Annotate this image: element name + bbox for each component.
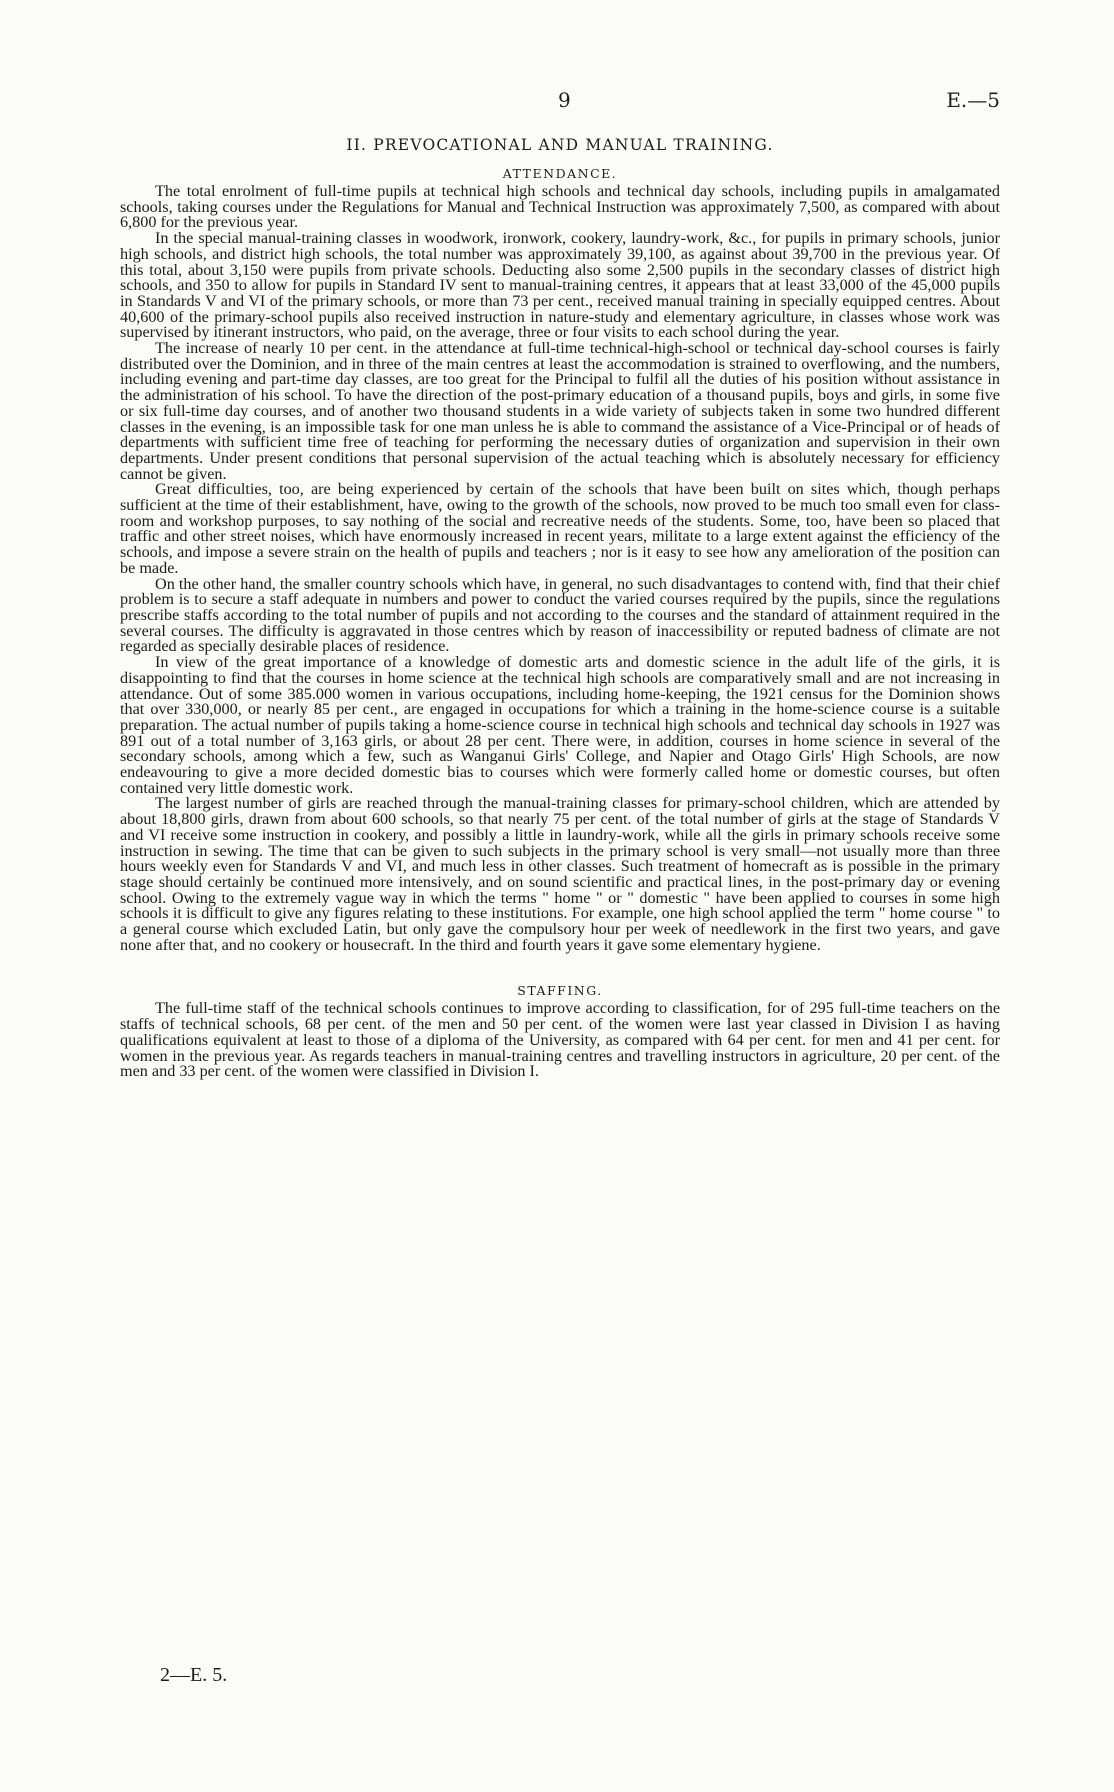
section-title: II. PREVOCATIONAL AND MANUAL TRAINING. bbox=[346, 136, 774, 154]
attendance-paragraph-6: In view of the great importance of a knowledge of domestic arts and domestic science in the adult life of the girls, it is disappointing to find that the courses in home science at the technical high schools are comparatively small and are not increasing in attendance. Out of some 385.000 women in various occupations, including home-keeping, the 1921 census for the Dominion shows that over 330,000, or nearly 85 per cent., are engaged in occupations for which a training in the home-science course is a suitable preparation. The actual number of pupils taking a home-science course in technical high schools and technical day schools in 1927 was 891 out of a total number of 3,163 girls, or about 28 per cent. There were, in addition, courses in home science in several of the secondary schools, among which a few, such as Wanganui Girls' College, and Napier and Otago Girls' High Schools, are now endeavouring to give a more decided domestic bias to courses which were formerly called home or domestic courses, but often contained very little domestic work. bbox=[120, 653, 1000, 797]
document-code: E.—5 bbox=[946, 88, 1000, 112]
attendance-paragraph-4: Great difficulties, too, are being experienced by certain of the schools that have been built on sites which, though perhaps sufficient at the time of their establishment, have, owing to the growth of the schools, now proved to be much too small even for class-room and workshop purposes, to say nothing of the social and recreative needs of the students. Some, too, have been so placed that traffic and other street noises, which have enormously increased in recent years, militate to a large extent against the efficiency of the schools, and impose a severe strain on the health of pupils and teachers ; nor is it easy to see how any amelioration of the position can be made. bbox=[120, 480, 1000, 577]
attendance-paragraph-2: In the special manual-training classes in woodwork, ironwork, cookery, laundry-work, &c., for pupils in primary schools, junior high schools, and district high schools, the total number was approximately 39,100, as against about 39,700 in the previous year. Of this total, about 3,150 were pupils from private schools. Deducting also some 2,500 pupils in the secondary classes of district high schools, and 350 to allow for pupils in Standard IV sent to manual-training centres, it appears that at least 33,000 of the 45,000 pupils in Standards V and VI of the primary schools, or more than 73 per cent., received manual training in specially equipped centres. About 40,600 of the primary-school pupils also received instruction in nature-study and elementary agriculture, in classes whose work was supervised by itinerant instructors, who paid, on the average, three or four visits to each school during the year. bbox=[120, 229, 1000, 342]
page-number: 9 bbox=[558, 88, 571, 112]
document-page bbox=[120, 88, 1000, 1080]
staffing-paragraph-1: The full-time staff of the technical schools continues to improve according to classification, for of 295 full-time teachers on the staffs of technical schools, 68 per cent. of the men and 50 per cent. of the women were last year classed in Division I as having qualifications equivalent at least to those of a diploma of the University, as compared with 64 per cent. for men and 41 per cent. for women in the previous year. As regards teachers in manual-training centres and travelling instructors in agriculture, 20 per cent. of the men and 33 per cent. of the women were classified in Division I. bbox=[120, 999, 1000, 1081]
attendance-paragraph-1: The total enrolment of full-time pupils at technical high schools and technical day schools, including pupils in amalgamated schools, taking courses under the Regulations for Manual and Technical Instruction was approximately 7,500, as compared with about 6,800 for the previous year. bbox=[120, 182, 1000, 232]
signature-mark: 2—E. 5. bbox=[160, 1664, 228, 1686]
attendance-paragraph-7: The largest number of girls are reached through the manual-training classes for primary-school children, which are attended by about 18,800 girls, drawn from about 600 schools, so that nearly 75 per cent. of the total number of girls at the stage of Standards V and VI receive some instruction in cookery, and possibly a little in laundry-work, while all the girls in primary schools receive some instruction in sewing. The time that can be given to such subjects in the primary school is very small—not usually more than three hours weekly even for Standards V and VI, and much less in other classes. Such treatment of homecraft as is possible in the primary stage should certainly be continued more intensively, and on sound scientific and practical lines, in the post-primary day or evening school. Owing to the extremely vague way in which the terms " home " or " domestic " have been applied to courses in some high schools it is difficult to give any figures relating to these institutions. For example, one high school applied the term " home course " to a general course which excluded Latin, but only gave the compulsory hour per week of needlework in the first two years, and gave none after that, and no cookery or housecraft. In the third and fourth years it gave some elementary hygiene. bbox=[120, 794, 1000, 954]
attendance-paragraph-5: On the other hand, the smaller country schools which have, in general, no such disadvantages to contend with, find that their chief problem is to secure a staff adequate in numbers and power to conduct the varied courses required by the pupils, since the regulations prescribe staffs according to the total number of pupils and not according to the courses and the standard of attainment required in the several courses. The difficulty is aggravated in those centres which by reason of inaccessibility or reputed badness of climate are not regarded as specially desirable places of residence. bbox=[120, 574, 1000, 656]
attendance-paragraph-3: The increase of nearly 10 per cent. in the attendance at full-time technical-high-school or technical day-school courses is fairly distributed over the Dominion, and in three of the main centres at least the accommodation is strained to overflowing, and the numbers, including evening and part-time day classes, are too great for the Principal to fulfil all the duties of his position without assistance in the administration of his school. To have the direction of the post-primary education of a thousand pupils, boys and girls, in some five or six full-time day courses, and of another two thousand students in a wide variety of subjects taken in some two hundred different classes in the evening, is an impossible task for one man unless he is able to command the assistance of a Vice-Principal or of heads of departments with sufficient time free of teaching for performing the necessary duties of organization and supervision in their own departments. Under present conditions that personal supervision of the actual teaching which is absolutely necessary for efficiency cannot be given. bbox=[120, 339, 1000, 483]
staffing-heading: STAFFING. bbox=[517, 983, 603, 999]
attendance-heading: ATTENDANCE. bbox=[502, 166, 618, 181]
page-header bbox=[120, 88, 1000, 118]
